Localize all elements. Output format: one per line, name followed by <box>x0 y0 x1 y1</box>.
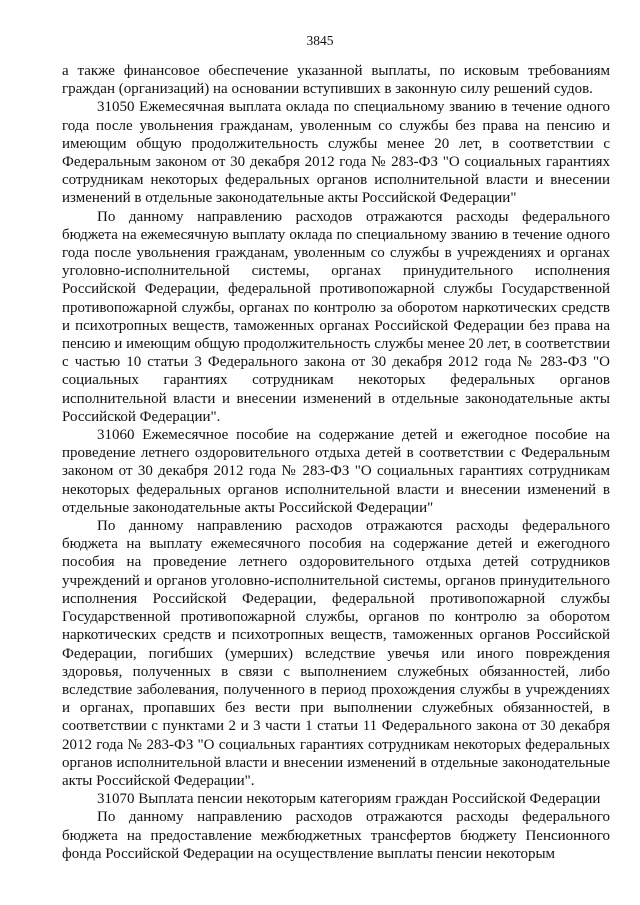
paragraph-31060-body: По данному направлению расходов отражаются расходы федерального бюджета на выплату ежемесячного пособия на содержание детей и ежегодного пособия на проведение летнего оздоровительного отдыха детей сотрудников учреждений и органов уголовно-исполнительной системы, органов принудительного исполнения Российской Федерации, федеральной противопожарной службы Государственной противопожарной службы, органов по контролю за оборотом наркотических средств и психотропных веществ, таможенных органов Российской Федерации, погибших (умерших) вследствие увечья или иного повреждения здоровья, полученных в связи с выполнением служебных обязанностей, либо вследствие заболевания, полученного в период прохождения службы в учреждениях и органах, пропавших без вести при выполнении служебных обязанностей, в соответствии с пунктами 2 и 3 части 1 статьи 11 Федерального закона от 30 декабря 2012 года № 283-ФЗ "О социальных гарантиях сотрудникам некоторых федеральных органов исполнительной власти и внесении изменений в отдельные законодательные акты Российской Федерации". <box>62 518 610 789</box>
page-number: 3845 <box>306 33 334 48</box>
paragraph-31050-heading: 31050 Ежемесячная выплата оклада по специальному званию в течение одного года после увольнения гражданам, уволенным со службы без права на пенсию и имеющим общую продолжительность службы менее 20 лет, в соответствии с Федеральным законом от 30 декабря 2012 года № 283-ФЗ "О социальных гарантиях сотрудникам некоторых федеральных органов исполнительной власти и внесении изменений в отдельные законодательные акты Российской Федерации" <box>62 99 610 207</box>
paragraph-31070-heading: 31070 Выплата пенсии некоторым категориям граждан Российской Федерации <box>97 791 601 808</box>
paragraph-31050-body: По данному направлению расходов отражаются расходы федерального бюджета на ежемесячную выплату оклада по специальному званию в течение одного года после увольнения гражданам, уволенным со службы в учреждениях и органах уголовно-исполнительной системы, органах принудительного исполнения Российской Федерации, федеральной противопожарной службы Государственной противопожарной службы, органах по контролю за оборотом наркотических средств и психотропных веществ, таможенных органах Российской Федерации без права на пенсию и имеющим общую продолжительность службы менее 20 лет, в соответствии с частью 10 статьи 3 Федерального закона от 30 декабря 2012 года № 283-ФЗ "О социальных гарантиях сотрудникам некоторых федеральных органов исполнительной власти и внесении изменений в отдельные законодательные акты Российской Федерации". <box>62 208 610 425</box>
paragraph-31070-body: По данному направлению расходов отражаются расходы федерального бюджета на предоставление межбюджетных трансфертов бюджету Пенсионного фонда Российской Федерации на осуществление выплаты пенсии некоторым <box>62 809 610 862</box>
paragraph-continuation: а также финансовое обеспечение указанной выплаты, по исковым требованиям граждан (организаций) на основании вступивших в законную силу решений судов. <box>62 63 610 98</box>
document-body <box>62 62 610 863</box>
paragraph-31060-heading: 31060 Ежемесячное пособие на содержание детей и ежегодное пособие на проведение летнего оздоровительного отдыха детей в соответствии с Федеральным законом от 30 декабря 2012 года № 283-ФЗ "О социальных гарантиях сотрудникам некоторых федеральных органов исполнительной власти и внесении изменений в отдельные законодательные акты Российской Федерации" <box>62 427 610 516</box>
